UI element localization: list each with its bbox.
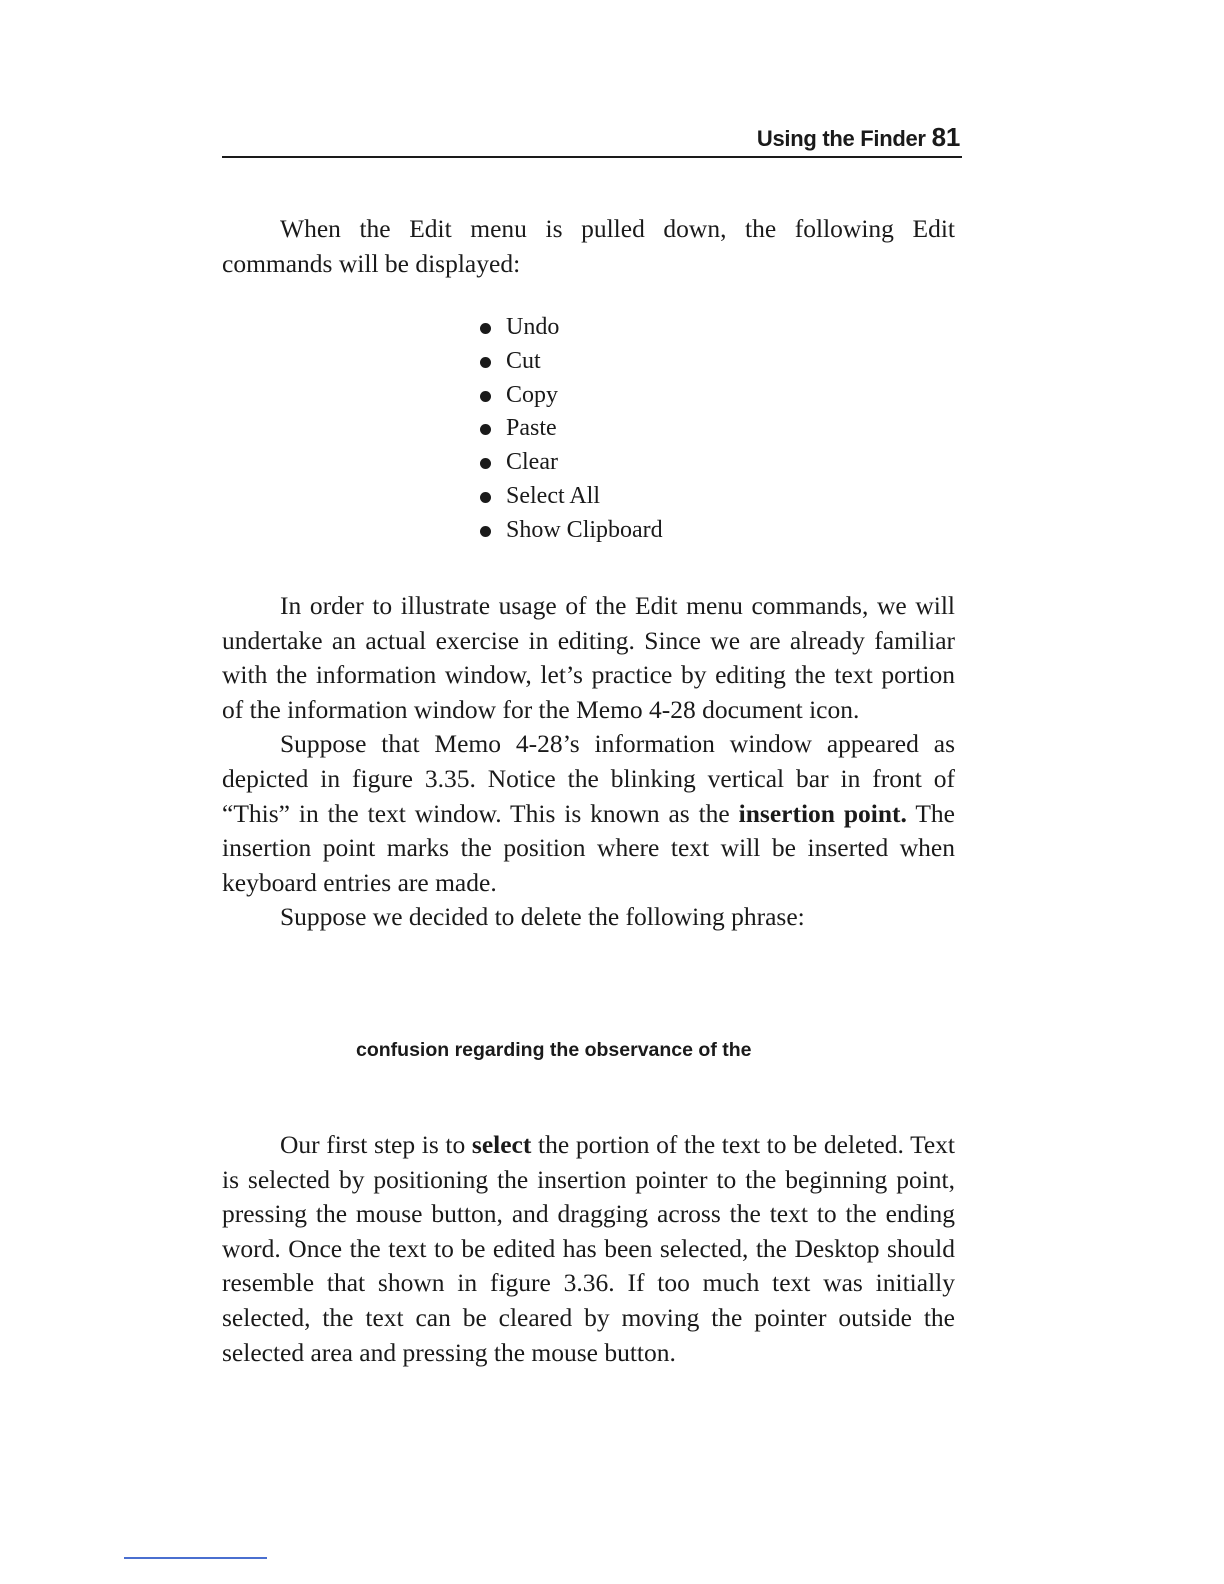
list-item-label: Clear <box>506 449 558 476</box>
intro-block <box>222 212 955 281</box>
paragraph-illustrate-usage: In order to illustrate usage of the Edit menu commands, we will undertake an actual exercise in editing. Since we are already familiar with the information window, let’s practice by editing the text portion of the information window for the Memo 4-28 document icon. <box>222 591 955 724</box>
running-head-text <box>757 122 960 153</box>
bullet-icon <box>480 357 491 368</box>
list-item <box>478 379 663 413</box>
bullet-icon <box>480 526 491 537</box>
list-item-label: Paste <box>506 415 557 442</box>
section-selecting-text <box>222 1128 955 1370</box>
paragraph-select <box>222 1128 955 1370</box>
list-item <box>478 345 663 379</box>
term-insertion-point: insertion point. <box>738 798 907 828</box>
edit-command-list <box>478 311 663 548</box>
running-head <box>222 118 962 158</box>
list-item-label: Show Clipboard <box>506 516 663 543</box>
chapter-title: Using the Finder <box>756 126 926 151</box>
bullet-icon <box>480 323 491 334</box>
paragraph-text: Our first step is to <box>280 1130 466 1159</box>
section-editing-exercise <box>222 589 955 935</box>
page-number: 81 <box>931 122 960 152</box>
bullet-icon <box>480 424 491 435</box>
paragraph-text: The insertion point marks the position where text will be inserted when keyboard entries are made. <box>222 798 956 897</box>
paragraph-text: Suppose that Memo 4-28’s information window appeared as depicted in figure 3.35. Notice the blinking vertical bar in front of “This” in the text window. This is known as the <box>222 729 955 828</box>
list-item-label: Undo <box>506 314 560 340</box>
intro-paragraph: When the Edit menu is pulled down, the following Edit commands will be displayed: <box>222 214 955 278</box>
list-item <box>478 412 663 446</box>
bullet-icon <box>480 391 491 402</box>
list-item <box>478 446 663 480</box>
bullet-icon <box>480 492 491 503</box>
term-select: select <box>471 1130 532 1159</box>
bullet-icon <box>480 458 491 469</box>
list-item <box>478 480 663 514</box>
list-item-label: Select All <box>506 482 600 509</box>
list-item <box>478 514 663 548</box>
list-item <box>478 311 663 345</box>
list-item-label: Cut <box>506 347 541 374</box>
paragraph-text: the portion of the text to be deleted. Text is selected by positioning the insertion pointer to the beginning point, pressing the mouse button, and dragging across the text to the ending word. Once the text to be edited has been selected, the Desktop should resemble that shown in figure 3.36. If too much text was initially selected, the text can be cleared by moving the pointer outside the selected area and pressing the mouse button. <box>222 1130 956 1367</box>
paragraph-delete-phrase: Suppose we decided to delete the following phrase: <box>280 902 805 932</box>
footer-rule <box>124 1557 267 1559</box>
example-phrase: confusion regarding the observance of the <box>356 1039 752 1061</box>
list-item-label: Copy <box>506 381 559 408</box>
paragraph-insertion-point <box>222 727 955 900</box>
